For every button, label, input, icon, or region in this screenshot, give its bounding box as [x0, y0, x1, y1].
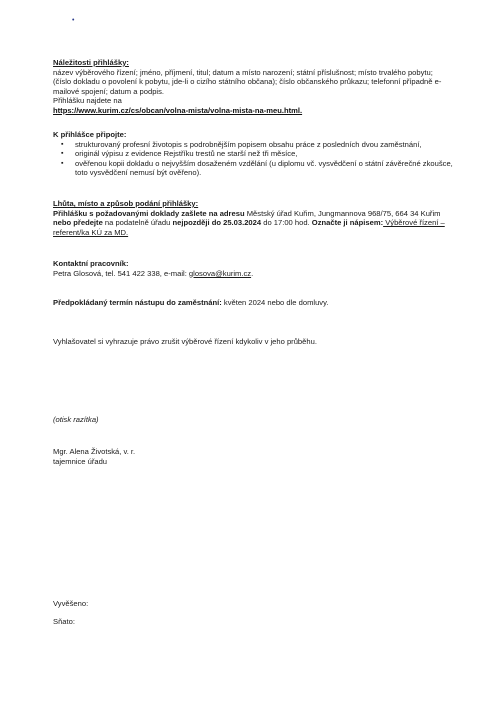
scan-mark: •	[72, 17, 75, 24]
requirements-section	[53, 58, 453, 116]
application-link[interactable]: https://www.kurim.cz/cs/obcan/volna-mista/volna-mista-na-meu.html.	[53, 105, 303, 115]
list-item: ▪ ověřenou kopii dokladu o nejvyšším dosaženém vzdělání (u diplomu vč. vysvědčení o státní závěrečné zkoušce, toto vysvědčení nemusí být ověřeno).	[75, 159, 453, 178]
deadline-label: Výběrové řízení – referent/ka KÚ za MD.	[53, 218, 445, 237]
removed-label: Sňato:	[53, 617, 75, 626]
list-item: ▪ originál výpisu z evidence Rejstříku trestů ne starší než tři měsíce,	[75, 149, 453, 159]
start-section	[53, 298, 453, 308]
deadline-text	[53, 209, 453, 238]
deadline-time: do 17:00 hod.	[261, 218, 312, 228]
deadline-date: nejpozději do 25.03.2024	[172, 218, 262, 228]
signatory-title: tajemnice úřadu	[53, 456, 108, 466]
contact-details: Petra Glosová, tel. 541 422 338, e-mail:	[53, 268, 189, 278]
deadline-bold-4: Označte ji nápisem:	[311, 218, 384, 228]
contact-text	[53, 269, 453, 279]
deadline-bold-2: nebo předejte	[53, 218, 103, 228]
start-label: Předpokládaný termín nástupu do zaměstnání:	[53, 298, 222, 307]
deadline-mid: na podatelně úřadu	[102, 218, 173, 228]
contact-email-link[interactable]: glosova@kurim.cz	[188, 268, 252, 278]
attachments-heading: K přihlášce připojte:	[53, 130, 127, 139]
attachments-section	[53, 130, 453, 178]
application-link-intro: Přihlášku najdete na	[53, 96, 122, 106]
requirements-text: název výběrového řízení; jméno, příjmení, titul; datum a místo narození; státní příslušnost; místo trvalého pobytu; (číslo dokladu o povolení k pobytu, jde-li o cizího státního občana); číslo občanského průkazu; telefonní případně e-mailové spojení; datum a podpis.	[53, 67, 442, 96]
deadline-section	[53, 199, 453, 237]
deadline-heading: Lhůta, místo a způsob podání přihlášky:	[53, 199, 199, 208]
signatory-name: Mgr. Alena Životská, v. r.	[53, 447, 136, 456]
signatory-section	[53, 447, 453, 466]
stamp-placeholder: (otisk razítka)	[53, 415, 99, 424]
posted-label: Vyvěšeno:	[53, 599, 89, 608]
deadline-address: Městský úřad Kuřim, Jungmannova 968/75, 664 34 Kuřim	[244, 208, 441, 218]
contact-heading: Kontaktní pracovník:	[53, 259, 129, 268]
start-value: květen 2024 nebo dle domluvy.	[221, 298, 329, 307]
list-item: ▪ strukturovaný profesní životopis s podrobnějším popisem obsahu práce z posledních dvou zaměstnání,	[75, 140, 453, 150]
requirements-heading: Náležitosti přihlášky:	[53, 58, 129, 67]
disclaimer: Vyhlašovatel si vyhrazuje právo zrušit výběrové řízení kdykoliv v jeho průběhu.	[53, 337, 317, 346]
deadline-bold-1: Přihlášku s požadovanými doklady zašlete na adresu	[53, 208, 245, 218]
attachments-list	[53, 140, 453, 178]
contact-trail: .	[251, 268, 254, 278]
contact-section	[53, 259, 453, 278]
